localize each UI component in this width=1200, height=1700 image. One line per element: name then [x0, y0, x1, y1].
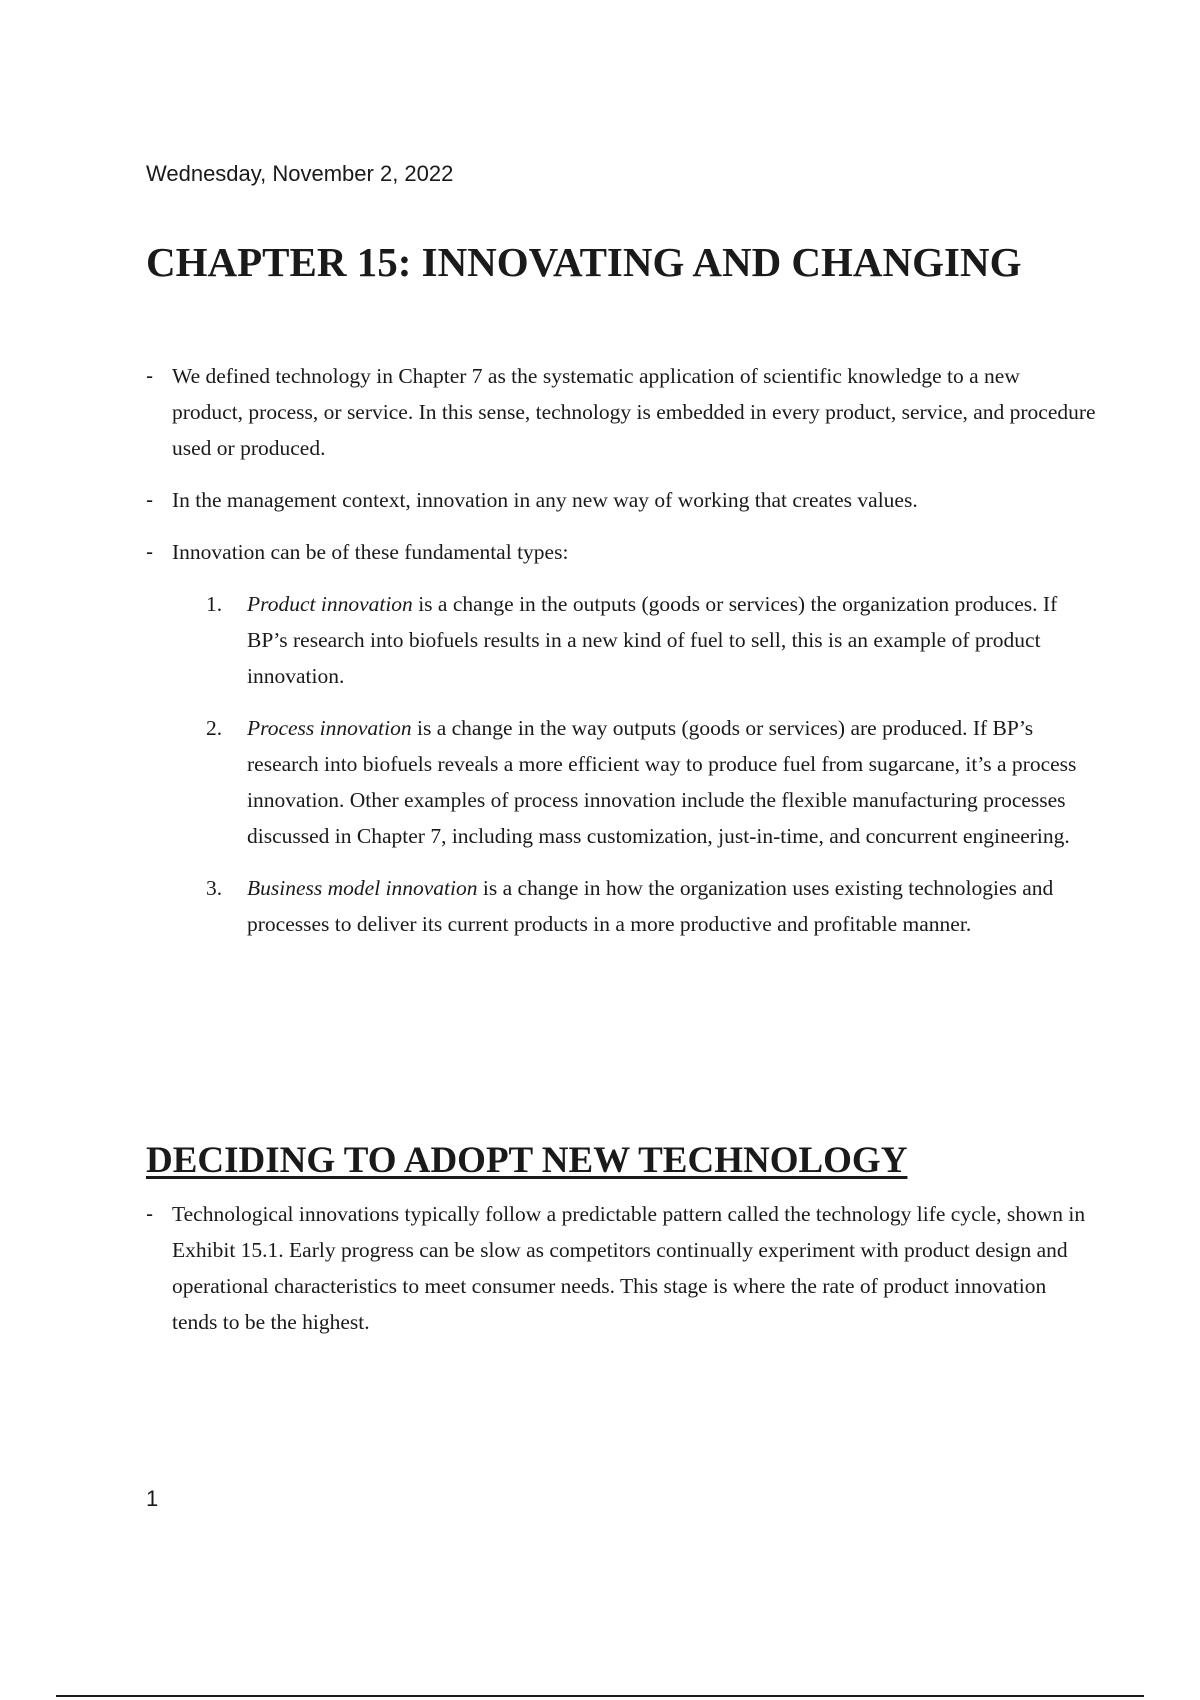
bullet-text: Innovation can be of these fundamental types: [172, 540, 569, 564]
chapter-title: CHAPTER 15: INNOVATING AND CHANGING [146, 239, 1022, 285]
innovation-type-item [172, 870, 1096, 942]
bullet-item [146, 1196, 1096, 1340]
innovation-term: Process innovation [247, 716, 412, 740]
chapter-bullet-list [146, 358, 1096, 958]
innovation-type-item [172, 586, 1096, 694]
section-title: DECIDING TO ADOPT NEW TECHNOLOGY [146, 1140, 908, 1181]
bullet-marker: - [146, 540, 154, 564]
innovation-type-item [172, 710, 1096, 854]
bullet-text: We defined technology in Chapter 7 as the systematic application of scientific knowledge to a new product, process, or service. In this sense, technology is embedded in every product, service, and procedure used or produced. [172, 364, 1096, 460]
bullet-text: Technological innovations typically follow a predictable pattern called the technology life cycle, shown in Exhibit 15.1. Early progress can be slow as competitors continually experiment with product design and operational characteristics to meet consumer needs. This stage is where the rate of product innovation tends to be the highest. [172, 1202, 1086, 1334]
bullet-item [146, 482, 1096, 518]
innovation-definition: is a change in the outputs (goods or services) the organization produces. If BP’s research into biofuels results in a new kind of fuel to sell, this is an example of product innovation. [247, 592, 1058, 688]
bullet-marker: - [146, 364, 154, 388]
document-date: Wednesday, November 2, 2022 [146, 161, 454, 186]
bullet-text: In the management context, innovation in any new way of working that creates values. [172, 488, 918, 512]
innovation-definition: is a change in how the organization uses existing technologies and processes to deliver its current products in a more productive and profitable manner. [247, 876, 1054, 936]
page-divider [56, 1695, 1144, 1697]
section-bullet-list [146, 1196, 1096, 1356]
innovation-definition: is a change in the way outputs (goods or services) are produced. If BP’s research into biofuels reveals a more efficient way to produce fuel from sugarcane, it’s a process innovation. Other examples of process innovation include the flexible manufacturing processes discussed in Chapter 7, including mass customization, just-in-time, and concurrent engineering. [247, 716, 1077, 848]
bullet-marker: - [146, 488, 154, 512]
innovation-term: Business model innovation [247, 876, 478, 900]
list-number: 3. [206, 876, 223, 900]
innovation-term: Product innovation [247, 592, 413, 616]
list-number: 2. [206, 716, 223, 740]
bullet-item [146, 358, 1096, 466]
page-number: 1 [146, 1486, 159, 1511]
list-number: 1. [206, 592, 223, 616]
innovation-types-list [172, 586, 1096, 942]
bullet-marker: - [146, 1202, 154, 1226]
bullet-item [146, 534, 1096, 942]
